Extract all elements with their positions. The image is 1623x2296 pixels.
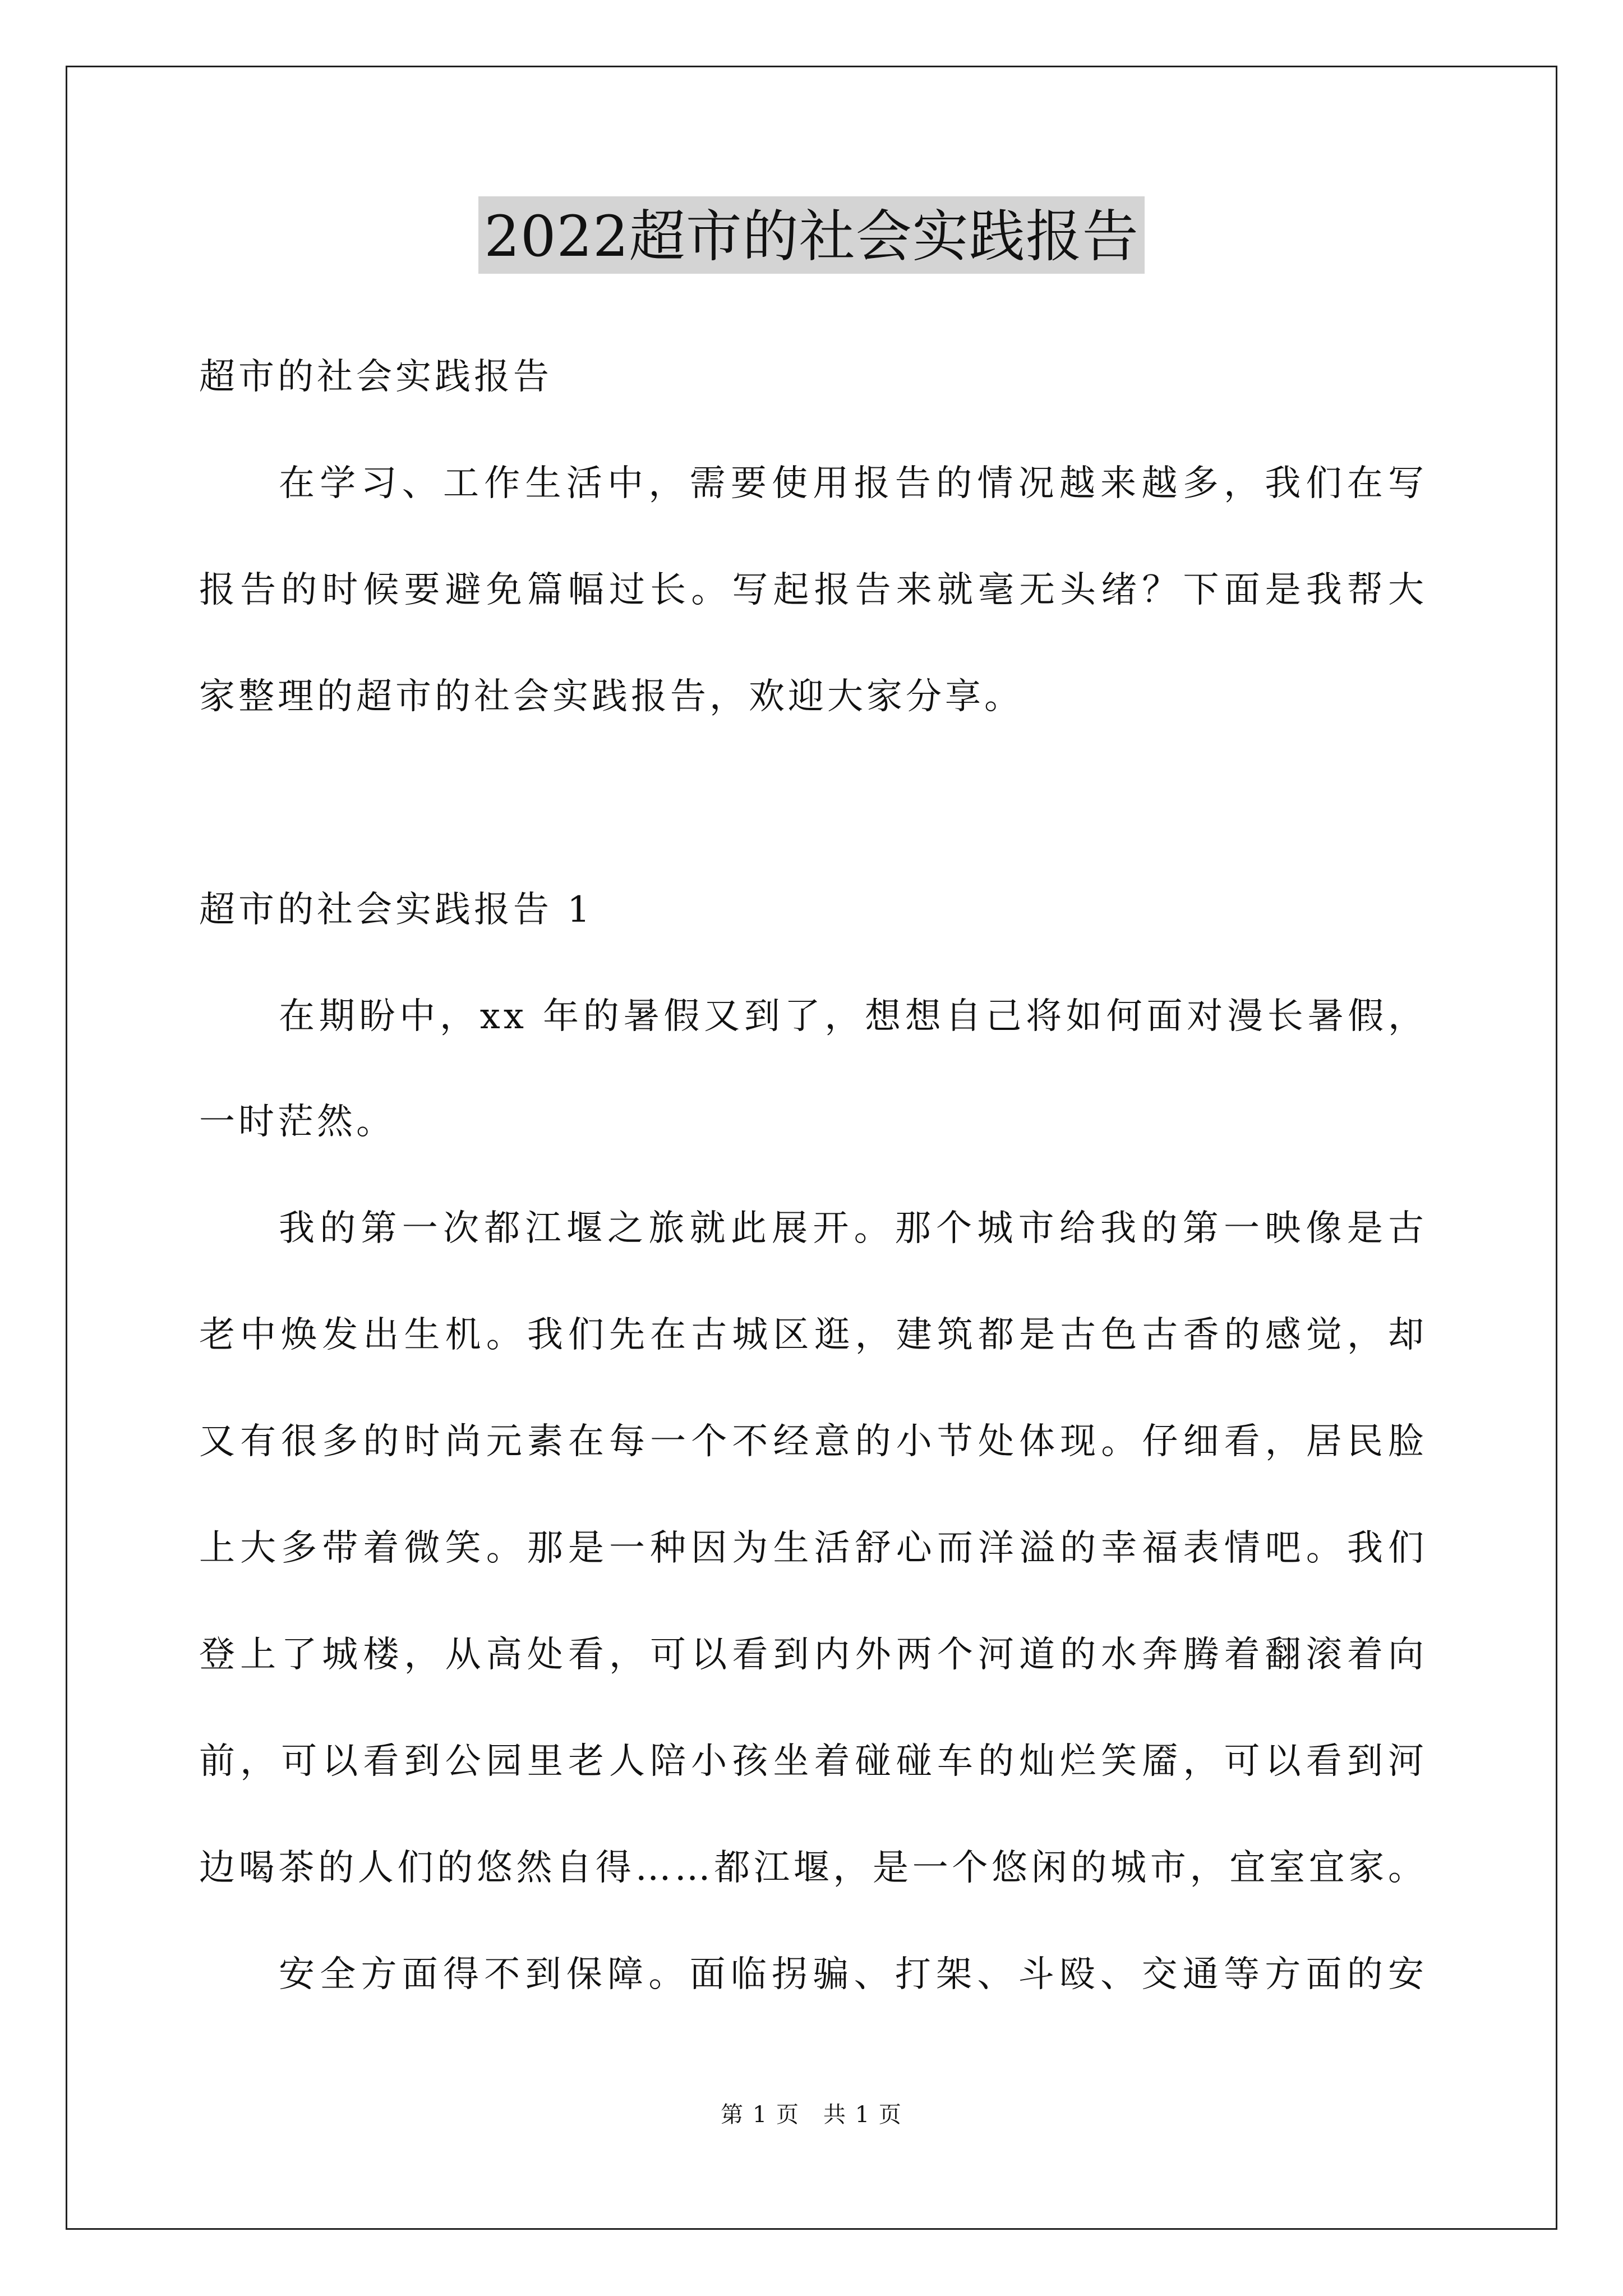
- intro-line-1: 在学习、工作生活中，需要使用报告的情况越来越多，我们在写: [279, 463, 1427, 504]
- page-footer: 第 1 页 共 1 页: [721, 2102, 902, 2128]
- section-heading: 超市的社会实践报告 1: [199, 889, 594, 931]
- paragraph2-line-7: 边喝茶的人们的悠然自得……都江堰，是一个悠闲的城市，宜室宜家。: [199, 1847, 1427, 1889]
- paragraph2-line-1: 我的第一次都江堰之旅就此展开。那个城市给我的第一映像是古: [279, 1208, 1427, 1249]
- paragraph2-line-4: 上大多带着微笑。那是一种因为生活舒心而洋溢的幸福表情吧。我们: [199, 1527, 1427, 1569]
- paragraph3-line-1: 安全方面得不到保障。面临拐骗、打架、斗殴、交通等方面的安: [279, 1954, 1427, 1995]
- paragraph2-line-6: 前，可以看到公园里老人陪小孩坐着碰碰车的灿烂笑靥，可以看到河: [199, 1741, 1427, 1782]
- paragraph1-line-1: 在期盼中，xx 年的暑假又到了，想想自己将如何面对漫长暑假，: [279, 996, 1427, 1037]
- title-wrap: [0, 196, 1623, 274]
- document-title: 2022超市的社会实践报告: [478, 196, 1145, 274]
- paragraph1-line-2: 一时茫然。: [199, 1101, 395, 1143]
- paragraph2-line-2: 老中焕发出生机。我们先在古城区逛，建筑都是古色古香的感觉，却: [199, 1314, 1427, 1356]
- paragraph2-line-3: 又有很多的时尚元素在每一个不经意的小节处体现。仔细看，居民脸: [199, 1421, 1427, 1462]
- intro-line-3: 家整理的超市的社会实践报告，欢迎大家分享。: [199, 676, 1023, 717]
- subtitle: 超市的社会实践报告: [199, 356, 552, 398]
- paragraph2-line-5: 登上了城楼，从高处看，可以看到内外两个河道的水奔腾着翻滚着向: [199, 1634, 1427, 1676]
- intro-line-2: 报告的时候要避免篇幅过长。写起报告来就毫无头绪？下面是我帮大: [199, 569, 1427, 611]
